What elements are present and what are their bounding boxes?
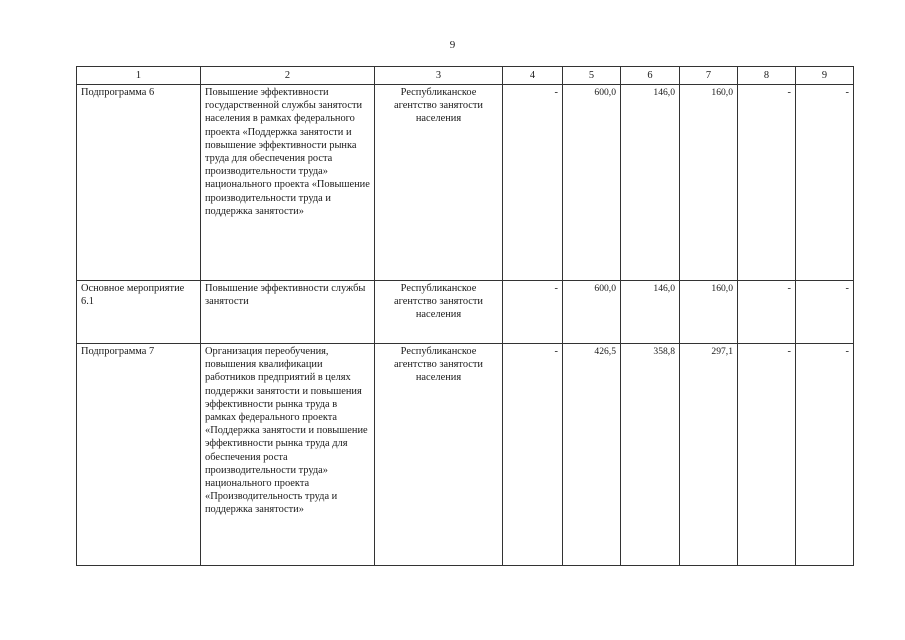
program-description: Организация переобучения, повышения квалификации работников предприятий в целях поддержки занятости и повышения эффективности рынка труда в рамках федерального проекта «Поддержка занятости и повышение эффективности рынка труда для обеспечения роста производительности труда» национального проекта «Производительность труда и поддержка занятости» bbox=[201, 344, 375, 566]
column-header: 4 bbox=[503, 67, 563, 85]
cell-col6: 146,0 bbox=[621, 281, 680, 344]
budget-table bbox=[76, 66, 854, 566]
header-row bbox=[77, 67, 854, 85]
cell-col9: - bbox=[796, 344, 854, 566]
responsible-executor: Республиканское агентство занятости населения bbox=[375, 85, 503, 281]
column-header: 9 bbox=[796, 67, 854, 85]
cell-col7: 160,0 bbox=[680, 85, 738, 281]
column-header: 5 bbox=[563, 67, 621, 85]
cell-col7: 297,1 bbox=[680, 344, 738, 566]
column-header: 2 bbox=[201, 67, 375, 85]
cell-col6: 146,0 bbox=[621, 85, 680, 281]
responsible-executor: Республиканское агентство занятости населения bbox=[375, 281, 503, 344]
program-description: Повышение эффективности службы занятости bbox=[201, 281, 375, 344]
cell-col4: - bbox=[503, 344, 563, 566]
column-header: 6 bbox=[621, 67, 680, 85]
cell-col4: - bbox=[503, 281, 563, 344]
cell-col5: 426,5 bbox=[563, 344, 621, 566]
cell-col8: - bbox=[738, 85, 796, 281]
table-row bbox=[77, 344, 854, 566]
column-header: 7 bbox=[680, 67, 738, 85]
cell-col7: 160,0 bbox=[680, 281, 738, 344]
table-row bbox=[77, 281, 854, 344]
program-name: Основное мероприятие 6.1 bbox=[77, 281, 201, 344]
page-number: 9 bbox=[449, 39, 456, 51]
cell-col6: 358,8 bbox=[621, 344, 680, 566]
column-header: 3 bbox=[375, 67, 503, 85]
program-name: Подпрограмма 6 bbox=[77, 85, 201, 281]
cell-col8: - bbox=[738, 281, 796, 344]
column-header: 1 bbox=[77, 67, 201, 85]
cell-col5: 600,0 bbox=[563, 85, 621, 281]
program-name: Подпрограмма 7 bbox=[77, 344, 201, 566]
cell-col5: 600,0 bbox=[563, 281, 621, 344]
cell-col9: - bbox=[796, 281, 854, 344]
cell-col8: - bbox=[738, 344, 796, 566]
cell-col4: - bbox=[503, 85, 563, 281]
cell-col9: - bbox=[796, 85, 854, 281]
responsible-executor: Республиканское агентство занятости населения bbox=[375, 344, 503, 566]
table-row bbox=[77, 85, 854, 281]
program-description: Повышение эффективности государственной службы занятости населения в рамках федерального проекта «Поддержка занятости и повышение эффективности рынка труда для обеспечения роста производительности труда» национального проекта «Повышение производительности труда и поддержка занятости» bbox=[201, 85, 375, 281]
column-header: 8 bbox=[738, 67, 796, 85]
